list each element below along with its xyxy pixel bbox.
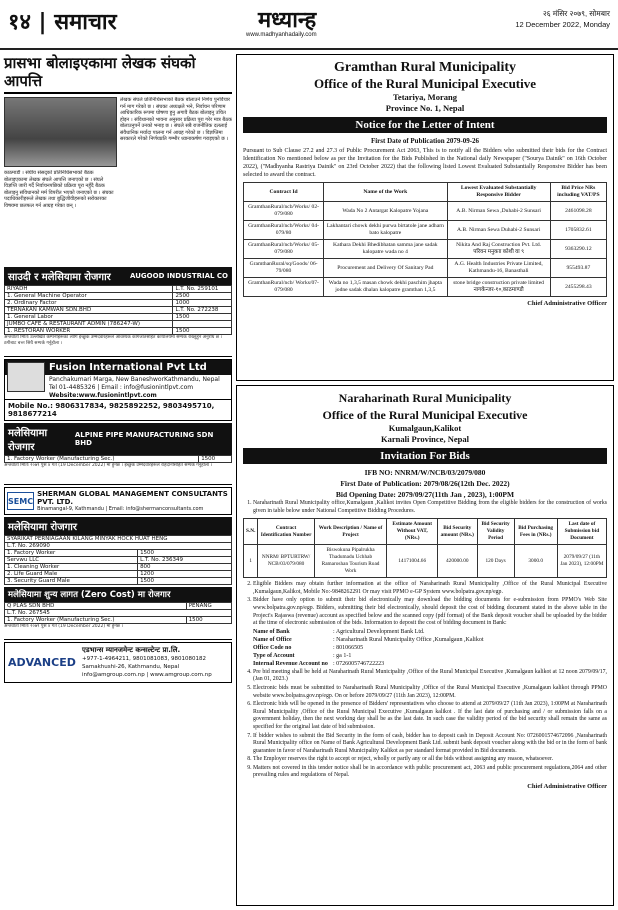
semc-text <box>37 490 229 512</box>
advanced-ad <box>4 642 232 683</box>
col-header: Bid Security amount (NRs.) <box>438 519 477 545</box>
cell: GramthanRural/ncb/Works/ 04-079/80 <box>244 221 324 240</box>
job-row: 2. Life Guard Male <box>5 571 138 578</box>
bank-details <box>253 628 607 668</box>
job-table-1: RIYADH L.T. No. 259101 1. General Machine Operator 2500 2. Ordinary Factor 1000 TERNAKAN KAMWAN SDN.BHD L.T. No. 272238 1. General Labor 1500 JUMBO CAFE & RESTAURANT ADMIN (786247-W) 1. RESTORAN WORKER 1500 <box>4 285 232 335</box>
table-row <box>244 221 607 240</box>
notice1-table <box>243 182 607 297</box>
news-article <box>4 97 232 267</box>
bank-key: Type of Account <box>253 652 295 659</box>
bank-value: : ga 1-1 <box>333 652 352 659</box>
semc-name: SHERMAN GLOBAL MANAGEMENT CONSULTANTS PVT. LTD. <box>37 490 228 506</box>
job-row: 1. Factory Worker (Manufacturing Sec.) <box>5 617 187 624</box>
job-lt-number: L.T. No. 272238 <box>173 307 232 314</box>
notice2-location: Kumalgaun,Kalikot <box>388 423 462 433</box>
notice-letter-of-intent <box>236 54 614 381</box>
cell: A.B. Nirman Sewa Duhabi-2 Sunsari <box>447 221 550 240</box>
job-row: 2. Ordinary Factor <box>5 300 173 307</box>
notice2-item: 5. Electronic bids must be submitted to Naraharinath Rural Municipality ,Office of the Rural Municipal Executive ,Kumalgaun kalikot through PPMO website www.bolpatra.gov.np/egp. On or before 2079/09/27 (11th Jan 2023), 12:00PM. <box>253 685 607 700</box>
table-row <box>244 278 607 297</box>
notice2-item: 9. Matters not covered in this tender notice shall be in accordance with public procurement act, 2063 and public procurement regulations,2064 and other prevailing rules and regulations of Nepal. <box>253 765 607 780</box>
job-company: Q PLAS SDN BHD <box>5 603 187 610</box>
job-row: 3. Security Guard Male <box>5 578 138 585</box>
notice2-item-text: Bidder have only option to submit their bid electronically may download the bidding documents for e-submission from PPMO's Web Site www.bolpatra.gov.np/egp. Bidders, submitting their bid electronically, should deposit the cost of bidding document stated in the above table in the Project's Rajaswa (revenue) account as specified below and the scanned copy (pdf format) of the Bank deposit voucher shall be uploaded by the bidder at the time of electronic submission of the bids. Information to deposit the cost of bidding document in Bank: <box>253 597 607 627</box>
job-ad-title: साउदी र मलेसियामा रोजगार <box>8 272 111 283</box>
bank-row <box>253 628 607 636</box>
notice2-org: Naraharinath Rural Municipality <box>338 391 512 405</box>
notice2-item: 6. Electronic bids will be opened in the presence of Bidders' representatives who choose to attend at 2079/09/27 (11th Jan 2023), 1:00PM at Naraharinath Rural Municipality ,Office of the Rural Municipal Executive ,Kumalgaun kalikot . If the last date of purchasing and / or submission falls on a government holiday, then the next working day shall be as the last date. In such case the validity period of the bid security shall remain the same as specified for the original last date of bid submission. <box>253 701 607 731</box>
masthead-logo: मध्यान्ह <box>258 8 317 33</box>
job-ad-zero-cost-banner <box>4 587 232 602</box>
job-lt-number: L.T. No. 269090 <box>5 543 232 550</box>
notice2-province: Karnali Province, Nepal <box>381 434 469 444</box>
job-company: JUMBO CAFE & RESTAURANT ADMIN (786247-W) <box>5 321 173 328</box>
advanced-email[interactable]: info@amgroup.com.np | www.amgroup.com.np <box>82 672 212 678</box>
notice2-items-cont <box>243 581 607 780</box>
cell: A.B. Nirman Sewa ,Duhabi-2 Sunsari <box>447 202 550 221</box>
col-header: Estimate Amount Without VAT, (NRs.) <box>387 519 438 545</box>
cell: Biswokuna Pipalrukha Thadumadu Uchhab Ramaroshan Tourism Road Work <box>314 545 387 578</box>
notice2-first-date: First Date of Publication: 2079/08/26(12th Dec. 2022) <box>340 479 510 488</box>
job-ad-malaysia-banner-2 <box>4 517 232 535</box>
fusion-address: Panchakumari Marga, New BaneshworKathmandu, Nepal <box>49 376 220 383</box>
job-ad-title: मलेसियामा रोजगार <box>8 428 48 453</box>
table-row <box>244 240 607 259</box>
col-header: Last date of Submission bid Document <box>557 519 606 545</box>
job-table-2: 1. Factory Worker (Manufacturing Sec.) 1500 <box>4 455 232 463</box>
col-header: Bid Security Validity Period <box>477 519 514 545</box>
notice2-item: 1. Naraharinath Rural Municipality office,Kumalgaun ,Kalikot invites Open Competitive Bidding from the eligible bidders for the construction of works given in table below under National Competitive Bidding Procedures. <box>253 500 607 515</box>
bank-key: Name of Bank <box>253 628 290 635</box>
notice2-band: Invitation For Bids <box>243 448 607 464</box>
job-ad-company: AUGOOD INDUSTRIAL CO <box>130 272 228 280</box>
cell: 955493.87 <box>550 259 606 278</box>
col-header: Work Description / Name of Project <box>314 519 387 545</box>
job-lt-number: L.T. No. 267545 <box>5 610 232 617</box>
job-row: 1. Factory Worker (Manufacturing Sec.) <box>5 456 199 463</box>
date-nepali: २६ मंसिर २०७९, सोमबार <box>542 9 610 18</box>
cell: Wada No 2 Antargat Kalopatre Yojana <box>324 202 447 221</box>
job-ad-saudi-banner <box>4 267 232 285</box>
notice1-band: Notice for the Letter of Intent <box>243 117 607 133</box>
advanced-brand: ADVANCED <box>8 656 76 669</box>
col-header: S.N. <box>244 519 258 545</box>
semc-logo: SEMC <box>7 492 34 510</box>
notice-invitation-for-bids <box>236 385 614 906</box>
bank-value: : 801066505 <box>333 644 364 651</box>
notice2-items <box>243 500 607 515</box>
cell: Nikita And Raj Construction Pvt. Ltd. परिवन मनुकाा कोशी वा ९ <box>447 240 550 259</box>
cell: 2079/09/27 (11th Jan 2023), 12:00PM <box>557 545 606 578</box>
cell: GramthanRural/sq/Goods/ 06-79/080 <box>244 259 324 278</box>
job-company: SYARIKAT PERNIAGAAN KILANG MINYAK HOCK HUAT HENG <box>5 536 232 543</box>
page-number: १४ | समाचार <box>8 10 117 35</box>
issue-date <box>515 8 610 30</box>
bank-value: : Agricultural Development Bank Ltd. <box>333 628 425 635</box>
notice1-office: Office of the Rural Municipal Executive <box>313 76 537 91</box>
bank-key: Office Code no <box>253 644 292 651</box>
notice2-item: 7. If bidder wishes to submit the Bid Security in the form of cash, bidder has to deposit cash in Deposit Account No: 0726001574672096 ,Naraharinath Rural Municipality office on Name of Bank Agricultural Development Bank Ltd. submit bank deposit voucher along with the bid or in the form of bank guarantee in favor of Naraharinath Rural Municipality Kalikot as per standard format provided in Bid documents. <box>253 733 607 756</box>
notice1-org: Gramthan Rural Municipality <box>333 60 516 75</box>
job-row: 1. General Machine Operator <box>5 293 173 300</box>
page-header <box>0 0 618 50</box>
date-english: 12 December 2022, Monday <box>515 20 610 29</box>
semc-ad <box>4 487 232 515</box>
ad-fine-print: अन्तर्वार्ता मितिः २०७९ पुस ४ गते (19 December 2022) मा हुनेछ । इच्छुक उम्मेदवारहरूले राहदानीसहित सम्पर्क गर्नुहोला । <box>4 463 232 485</box>
col-header: Lowest Evaluated Substantially Responsive Bidder <box>447 183 550 202</box>
ad-fine-print: अन्तर्वार्ता मितिः २०७९ पुस ४ गते (19 December 2022) मा हुनेछ । <box>4 624 232 640</box>
notice2-item: 4. Pre bid meeting shall be held at Naraharinath Rural Municipality ,Office of the Rural Municipal Executive ,Kumalgaun kalikot at 12 noon 2079/09/17,(Jan 01, 2023.) <box>253 669 607 684</box>
right-column <box>236 54 614 906</box>
advanced-address: Samakhushi-26, Kathmandu, Nepal <box>82 664 180 670</box>
news-text-right: लेखक संघले प्रतिनिधिसभाको बैठक बोलाउने निर्णय पुनर्विचार गर्न माग गरेको छ । संघका अध्यक्षले भने, निर्वाचन परिणाम आधिकारिक रूपमा घोषणा हुनु अगावै बैठक बोलाइनु उचित होइन । संविधानको भावना अनुसार प्रक्रिया पूरा गरेर मात्र बैठक बोलाउनुपर्ने उनको भनाइ छ । संघले सबै राजनीतिक दललाई संवैधानिक मर्यादा पालना गर्न आग्रह गरेको छ । विज्ञप्तिमा सरकारले गरेको निर्णयप्रति गम्भीर ध्यानाकर्षण गराइएको छ । <box>120 97 232 142</box>
job-ad-company: ALPINE PIPE MANUFACTURING SDN BHD <box>74 431 214 447</box>
cell: Lakhantari chowk dekhi purwa birtatole jane adharn bato kalopatre <box>324 221 447 240</box>
cell: stone bridge construction private limited नागकेन्जर-१०,काठमाण्डौ <box>447 278 550 297</box>
company-logo <box>7 362 45 392</box>
cell: 1705832.61 <box>550 221 606 240</box>
job-table-3: SYARIKAT PERNIAGAAN KILANG MINYAK HOCK HUAT HENG L.T. No. 269090 1. Factory Worker 1500 Servwu LLC L.T. No. 236349 1. Cleaning Worker 800 2. Life Guard Male 1200 3. Security Guard Male 1500 <box>4 535 232 585</box>
job-company: TERNAKAN KAMWAN SDN.BHD <box>5 307 173 314</box>
job-ad-malaysia-banner <box>4 423 232 455</box>
job-company: Servwu LLC <box>5 557 138 564</box>
job-lt-number: L.T. No. 236349 <box>138 557 232 564</box>
job-lt-number: L.T. No. 259101 <box>173 286 232 293</box>
cell: 9363290.12 <box>550 240 606 259</box>
notice2-signature: Chief Administrative Officer <box>527 783 607 791</box>
notice2-item <box>253 597 607 667</box>
notice1-paragraph: Pursuant to Sub Clause 27.2 and 27.3 of Public Procurement Act 2063, This is to notify all the Bidders who submitted their bids for the Contract Identification No mentioned below as per the Invitation for the Bids Published in the National daily Newspaper ("Sourya Dainik" on 16th October 2022), ("Madhyanha Rastriya Dainik" on 23rd October 2022) that the following listed Lowest Evaluated Substantially Responsive Bidder has been selected to award the contract. <box>243 148 607 178</box>
cell: GramthanRural/ncb/Works/ 05-079/080 <box>244 240 324 259</box>
table-row <box>244 545 607 578</box>
job-row: 1. Cleaning Worker <box>5 564 138 571</box>
table-row <box>244 202 607 221</box>
col-header: Bid Purchasing Fees in (NRs.) <box>514 519 557 545</box>
job-city: PENANG <box>186 603 231 610</box>
notice2-opening: Bid Opening Date: 2079/09/27(11th Jan , 2023), 1:00PM <box>335 490 515 499</box>
notice1-province: Province No. 1, Nepal <box>385 103 465 113</box>
cell: 420000.00 <box>438 545 477 578</box>
job-row: 1. RESTORAN WORKER <box>5 328 173 335</box>
col-header: Contract Id <box>244 183 324 202</box>
bank-row <box>253 660 607 668</box>
notice2-item: 2. Eligible Bidders may obtain further information at the office of Naraharinath Rural Municipality ,Office of the Rural Municipal Executive ,Kumalgaun,Kalikot, Mobile No:-9848262291 Or may visit PPMO e-GP System www.bolpatra.gov.np/egp. <box>253 581 607 596</box>
masthead-url[interactable]: www.madhyanhadaily.com <box>246 32 317 38</box>
col-header: Contract Identification Number <box>258 519 314 545</box>
fusion-name: Fusion International Pvt Ltd <box>5 360 231 375</box>
cell: Kathara Dekhi Bhedibhatan samma jane sadak kalopatre wada no 4 <box>324 240 447 259</box>
fusion-contact: Tel 01-4485326 | Email : info@fusionintlpvt.com <box>49 384 194 391</box>
bank-row <box>253 636 607 644</box>
notice2-office: Office of the Rural Municipal Executive <box>322 408 528 422</box>
cell: A.G. Health Industries Private Limited, Kathmandu-16, Banasthali <box>447 259 550 278</box>
bank-row <box>253 652 607 660</box>
notice2-table <box>243 518 607 578</box>
news-headline: प्रासभा बोलाइएकामा लेखक संघको आपत्ति <box>4 54 232 94</box>
cell: GramthanRural/ncb/Works/ 02-079/080 <box>244 202 324 221</box>
notice2-item: 8. The Employer reserves the right to accept or reject, wholly or partly any or all the bids without assigning any reason, whatsoever. <box>253 756 607 764</box>
table-row <box>244 259 607 278</box>
bank-key: Name of Office <box>253 636 292 643</box>
job-table-4: Q PLAS SDN BHD PENANG L.T. No. 267545 1. Factory Worker (Manufacturing Sec.) 1500 <box>4 602 232 624</box>
advanced-info <box>82 646 212 679</box>
cell: 14171004.66 <box>387 545 438 578</box>
job-row: 1. General Labor <box>5 314 173 321</box>
news-photo <box>4 97 117 167</box>
cell: 120 Days <box>477 545 514 578</box>
job-city: RIYADH <box>5 286 173 293</box>
semc-address: Binamangal-9, Kathmandu | Email: info@shermanconsultants.com <box>37 506 204 512</box>
cell: GramthanRural/ncb/ Works/07-079/080 <box>244 278 324 297</box>
cell: Procurement and Delivery Of Sanitary Pad <box>324 259 447 278</box>
advanced-phone: +977-1-4964211, 9801081083, 9801080182 <box>82 656 207 662</box>
advanced-nepali-name: एडभान्स म्यानजमेन्ट कन्सल्टेन्ट प्रा.लि. <box>82 646 181 654</box>
news-text-left: काठमाडौं । संघीय संसद्को प्रतिनिधिसभाको बैठक बोलाइएकामा लेखक संघले आपत्ति जनाएको छ । संघले विज्ञप्ति जारी गर्दै निर्वाचनपछिको प्रक्रिया पूरा नहुँदै बैठक बोलाइनु संविधानको मर्म विपरीत भएको जनाएको छ । संघका पदाधिकारीहरूले लेखक तथा बुद्धिजीवीहरूको सरोकारका विषयमा छलफल गर्न आग्रह गरेका छन् । <box>4 170 114 209</box>
bank-key: Internal Revenue Account no <box>253 660 328 667</box>
left-column <box>4 54 232 906</box>
cell: 2461098.28 <box>550 202 606 221</box>
fusion-mobile: Mobile No.: 9806317834, 9825892252, 9803495710, 9818677214 <box>5 399 231 420</box>
bank-value: : 0726005746722223 <box>333 660 385 667</box>
notice1-first-date: First Date of Publication 2079-09-26 <box>370 137 480 145</box>
bank-value: : Naraharinath Rural Municipality Office ,Kumalgaun ,Kalikot <box>333 636 484 643</box>
cell: NNRM/ BPTURTRW/ NCB/03/079/080 <box>258 545 314 578</box>
col-header: Name of the Work <box>324 183 447 202</box>
ad-fine-print: अन्तर्वार्ता मितिः उल्लेखित कम्पनीहरूका लागि इच्छुक उम्मेदवारहरूले आवश्यक कागजातसहित कार्यालयमा सम्पर्क राख्नुहुन अनुरोध छ । ठगीबाट बच्न सिधै सम्पर्क गर्नुहोला । <box>4 335 232 357</box>
cell: Wada no 1,3,5 masan chowk dekhi paschim jhapta jodne sadak dhalan kalopatre gramthan 1,3,5 <box>324 278 447 297</box>
col-header: Bid Price NRs including VAT/PS <box>550 183 606 202</box>
fusion-website[interactable]: Website:www.fusionintlpvt.com <box>49 392 157 399</box>
bank-row <box>253 644 607 652</box>
cell: 1 <box>244 545 258 578</box>
cell: 3000.0 <box>514 545 557 578</box>
job-ad-title: मलेसियामा रोजगार <box>8 522 77 533</box>
job-row: 1. Factory Worker <box>5 550 138 557</box>
cell: 2455298.43 <box>550 278 606 297</box>
notice2-ifb: IFB NO: NNRM/W/NCB/03/2079/080 <box>364 468 486 477</box>
notice1-location: Tetariya, Morang <box>393 92 457 102</box>
notice1-signature: Chief Administrative Officer <box>527 300 607 307</box>
job-ad-title: मलेसियामा शुन्य लागत (Zero Cost) मा रोजगार <box>8 590 171 600</box>
fusion-ad <box>4 359 232 421</box>
